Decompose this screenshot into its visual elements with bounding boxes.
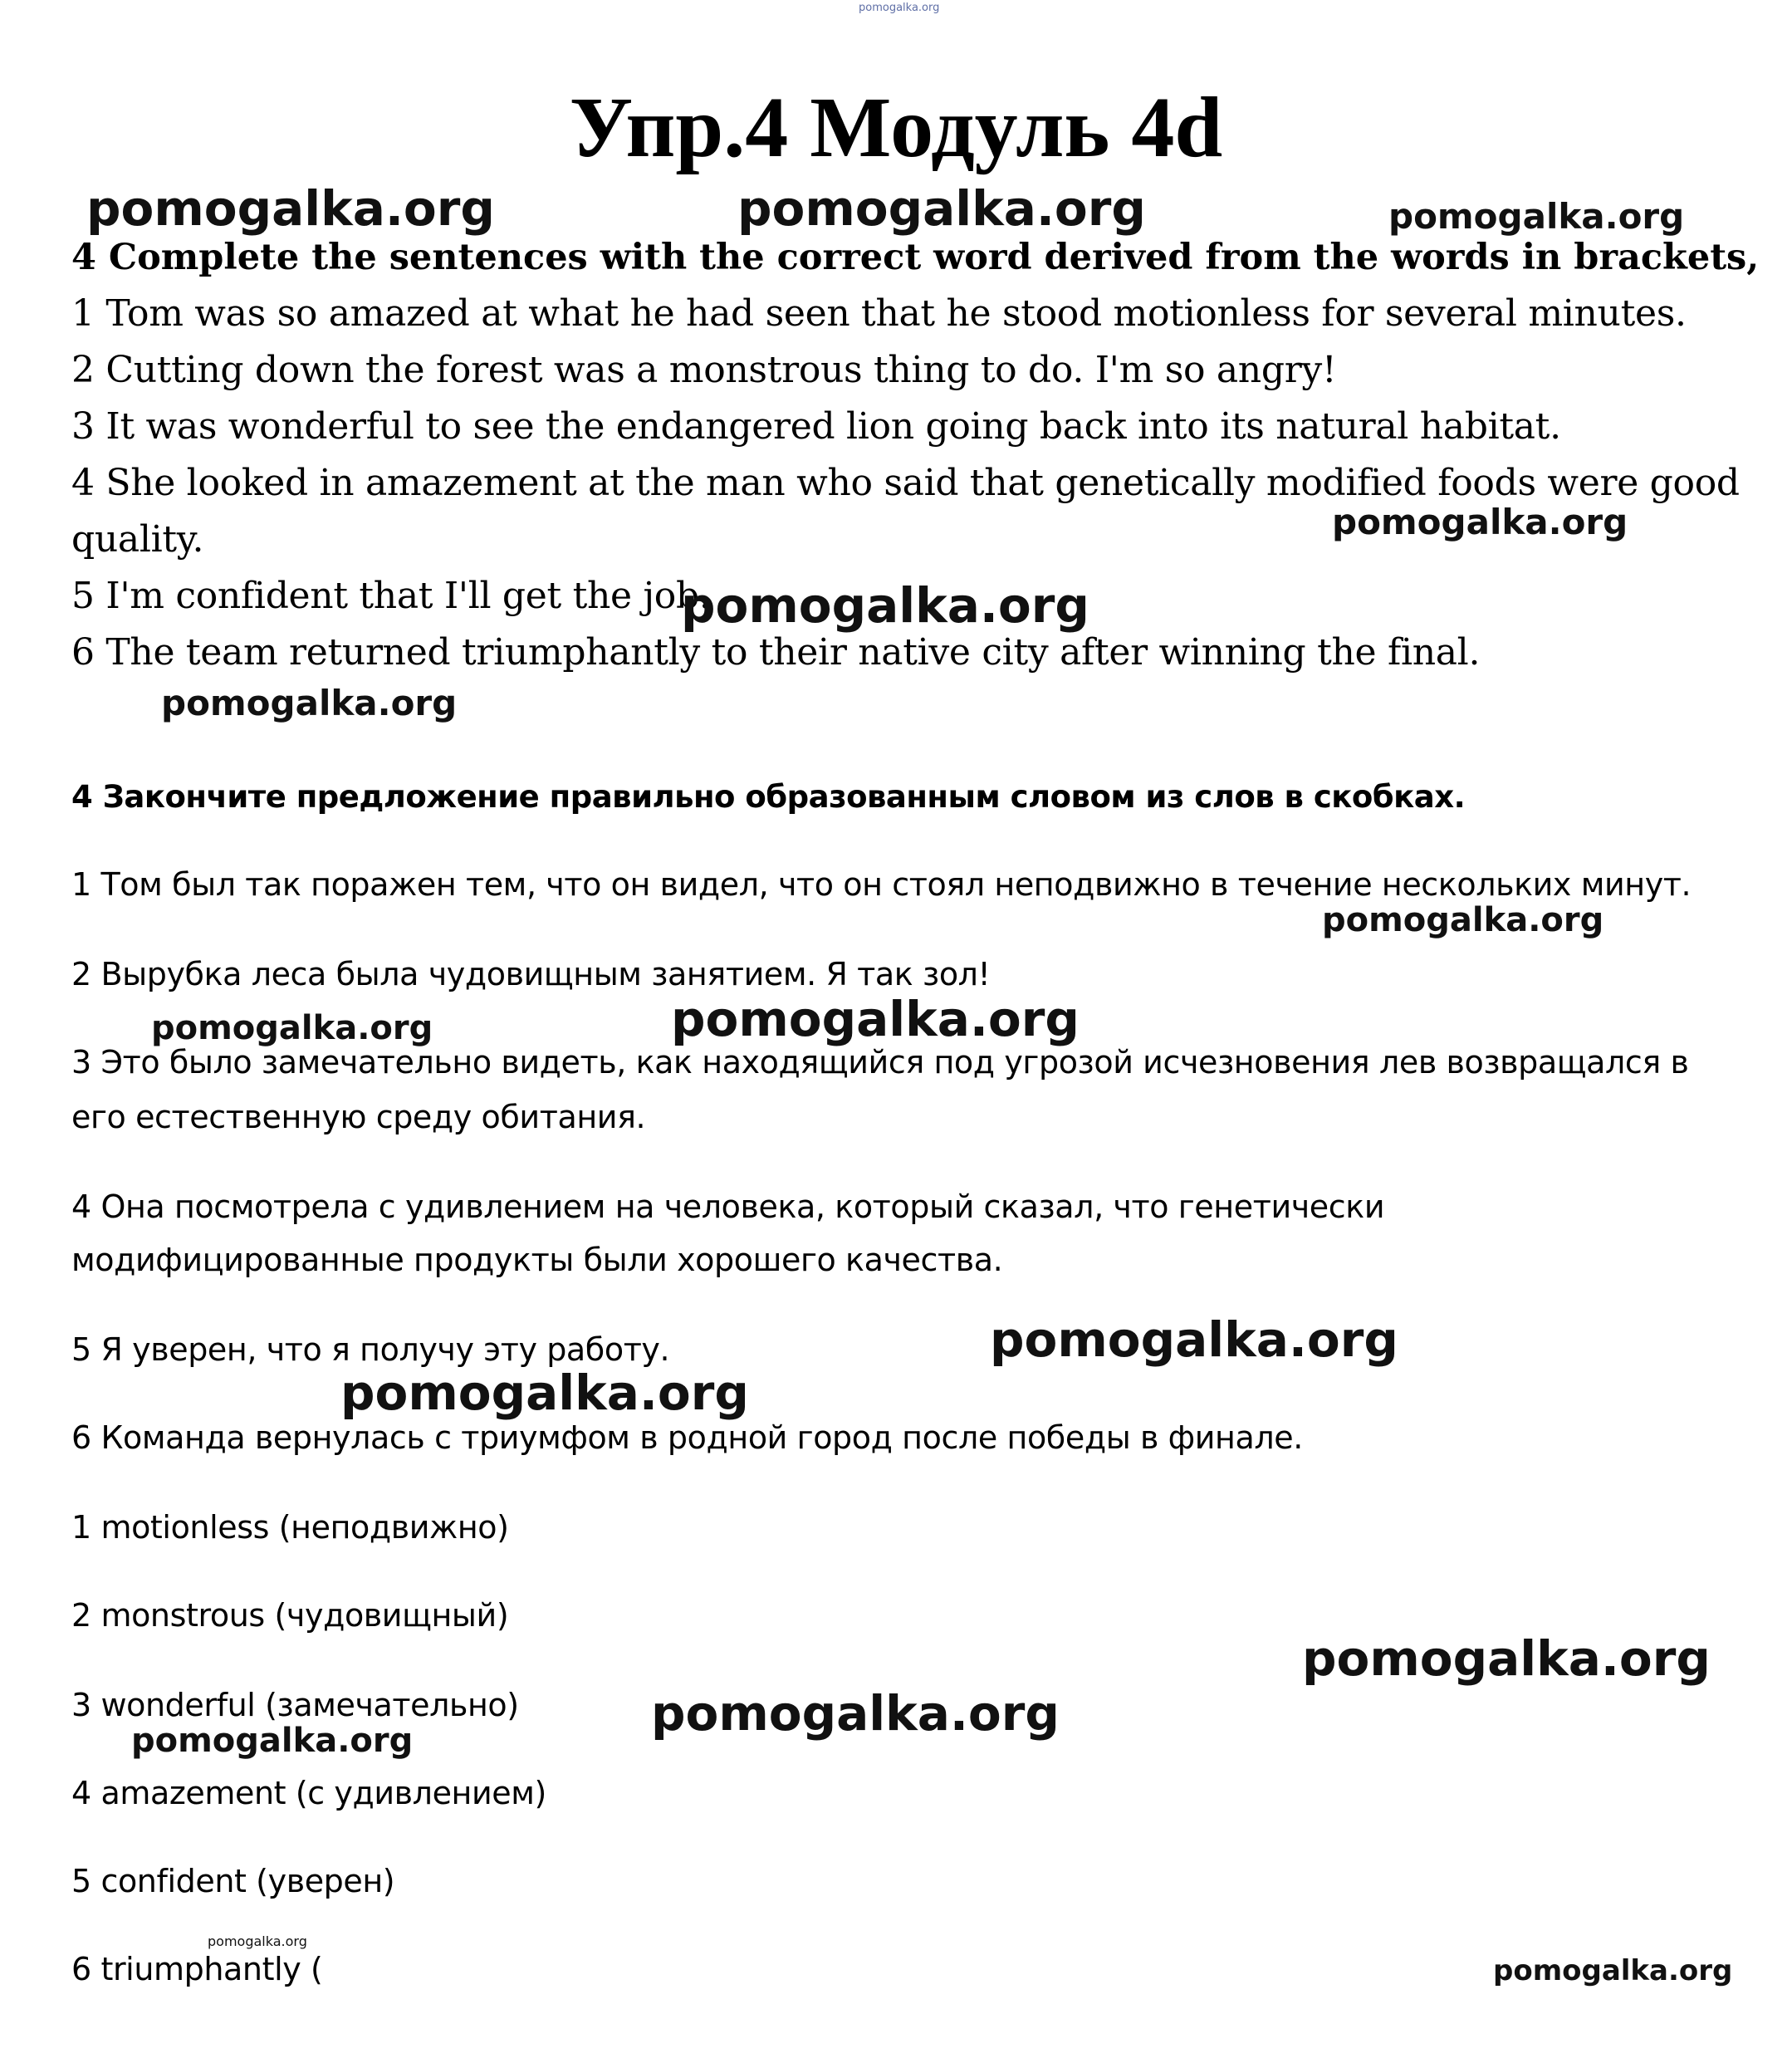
answer-item: 4 amazement (с удивлением): [71, 1775, 546, 1811]
answer-item: 1 motionless (неподвижно): [71, 1509, 509, 1546]
watermark: pomogalka.org: [1388, 196, 1685, 237]
english-sentence: 5 I'm confident that I'll get the job.: [71, 575, 711, 617]
page-title: Упр.4 Модуль 4d: [569, 80, 1223, 175]
english-sentence: 3 It was wonderful to see the endangered lion going back into its natural habitat.: [71, 405, 1561, 448]
russian-sentence: 6 Команда вернулась с триумфом в родной город после победы в финале.: [71, 1419, 1303, 1456]
watermark: pomogalka.org: [1493, 1954, 1733, 1987]
watermark: pomogalka.org: [1332, 502, 1628, 542]
watermark: pomogalka.org: [671, 991, 1080, 1047]
watermark-top: pomogalka.org: [859, 2, 940, 14]
watermark: pomogalka.org: [1302, 1630, 1711, 1687]
answer-item: 6 triumphantly (: [71, 1951, 323, 1987]
russian-heading: 4 Закончите предложение правильно образованным словом из слов в скобках.: [71, 779, 1466, 815]
watermark: pomogalka.org: [340, 1365, 749, 1421]
watermark: pomogalka.org: [990, 1311, 1398, 1368]
english-sentence-continued: quality.: [71, 518, 204, 561]
watermark: pomogalka.org: [208, 1933, 307, 1949]
watermark: pomogalka.org: [161, 683, 458, 723]
answer-item: 5 confident (уверен): [71, 1863, 395, 1899]
watermark: pomogalka.org: [651, 1685, 1060, 1742]
russian-sentence-continued: модифицированные продукты были хорошего качества.: [71, 1242, 1003, 1278]
russian-sentence-continued: его естественную среду обитания.: [71, 1099, 646, 1135]
russian-sentence: 2 Вырубка леса была чудовищным занятием. Я так зол!: [71, 956, 991, 992]
english-sentence: 6 The team returned triumphantly to their native city after winning the final.: [71, 631, 1481, 674]
english-sentence: 1 Tom was so amazed at what he had seen that he stood motionless for several minutes.: [71, 292, 1687, 335]
russian-sentence: 3 Это было замечательно видеть, как находящийся под угрозой исчезновения лев возвращался в: [71, 1044, 1689, 1081]
watermark: pomogalka.org: [131, 1722, 414, 1760]
russian-sentence: 1 Том был так поражен тем, что он видел, что он стоял неподвижно в течение нескольких минут.: [71, 866, 1692, 903]
watermark: pomogalka.org: [1322, 901, 1604, 939]
answer-item: 3 wonderful (замечательно): [71, 1687, 519, 1723]
english-heading: 4 Complete the sentences with the correct word derived from the words in brackets,: [71, 237, 1760, 278]
english-sentence: 4 She looked in amazement at the man who said that genetically modified foods were good: [71, 462, 1740, 504]
watermark: pomogalka.org: [737, 180, 1146, 237]
watermark: pomogalka.org: [681, 577, 1089, 634]
watermark: pomogalka.org: [86, 180, 495, 237]
answer-item: 2 monstrous (чудовищный): [71, 1597, 509, 1634]
russian-sentence: 5 Я уверен, что я получу эту работу.: [71, 1331, 670, 1368]
english-sentence: 2 Cutting down the forest was a monstrous thing to do. I'm so angry!: [71, 349, 1337, 391]
russian-sentence: 4 Она посмотрела с удивлением на человека, который сказал, что генетически: [71, 1188, 1385, 1225]
watermark: pomogalka.org: [151, 1009, 433, 1047]
